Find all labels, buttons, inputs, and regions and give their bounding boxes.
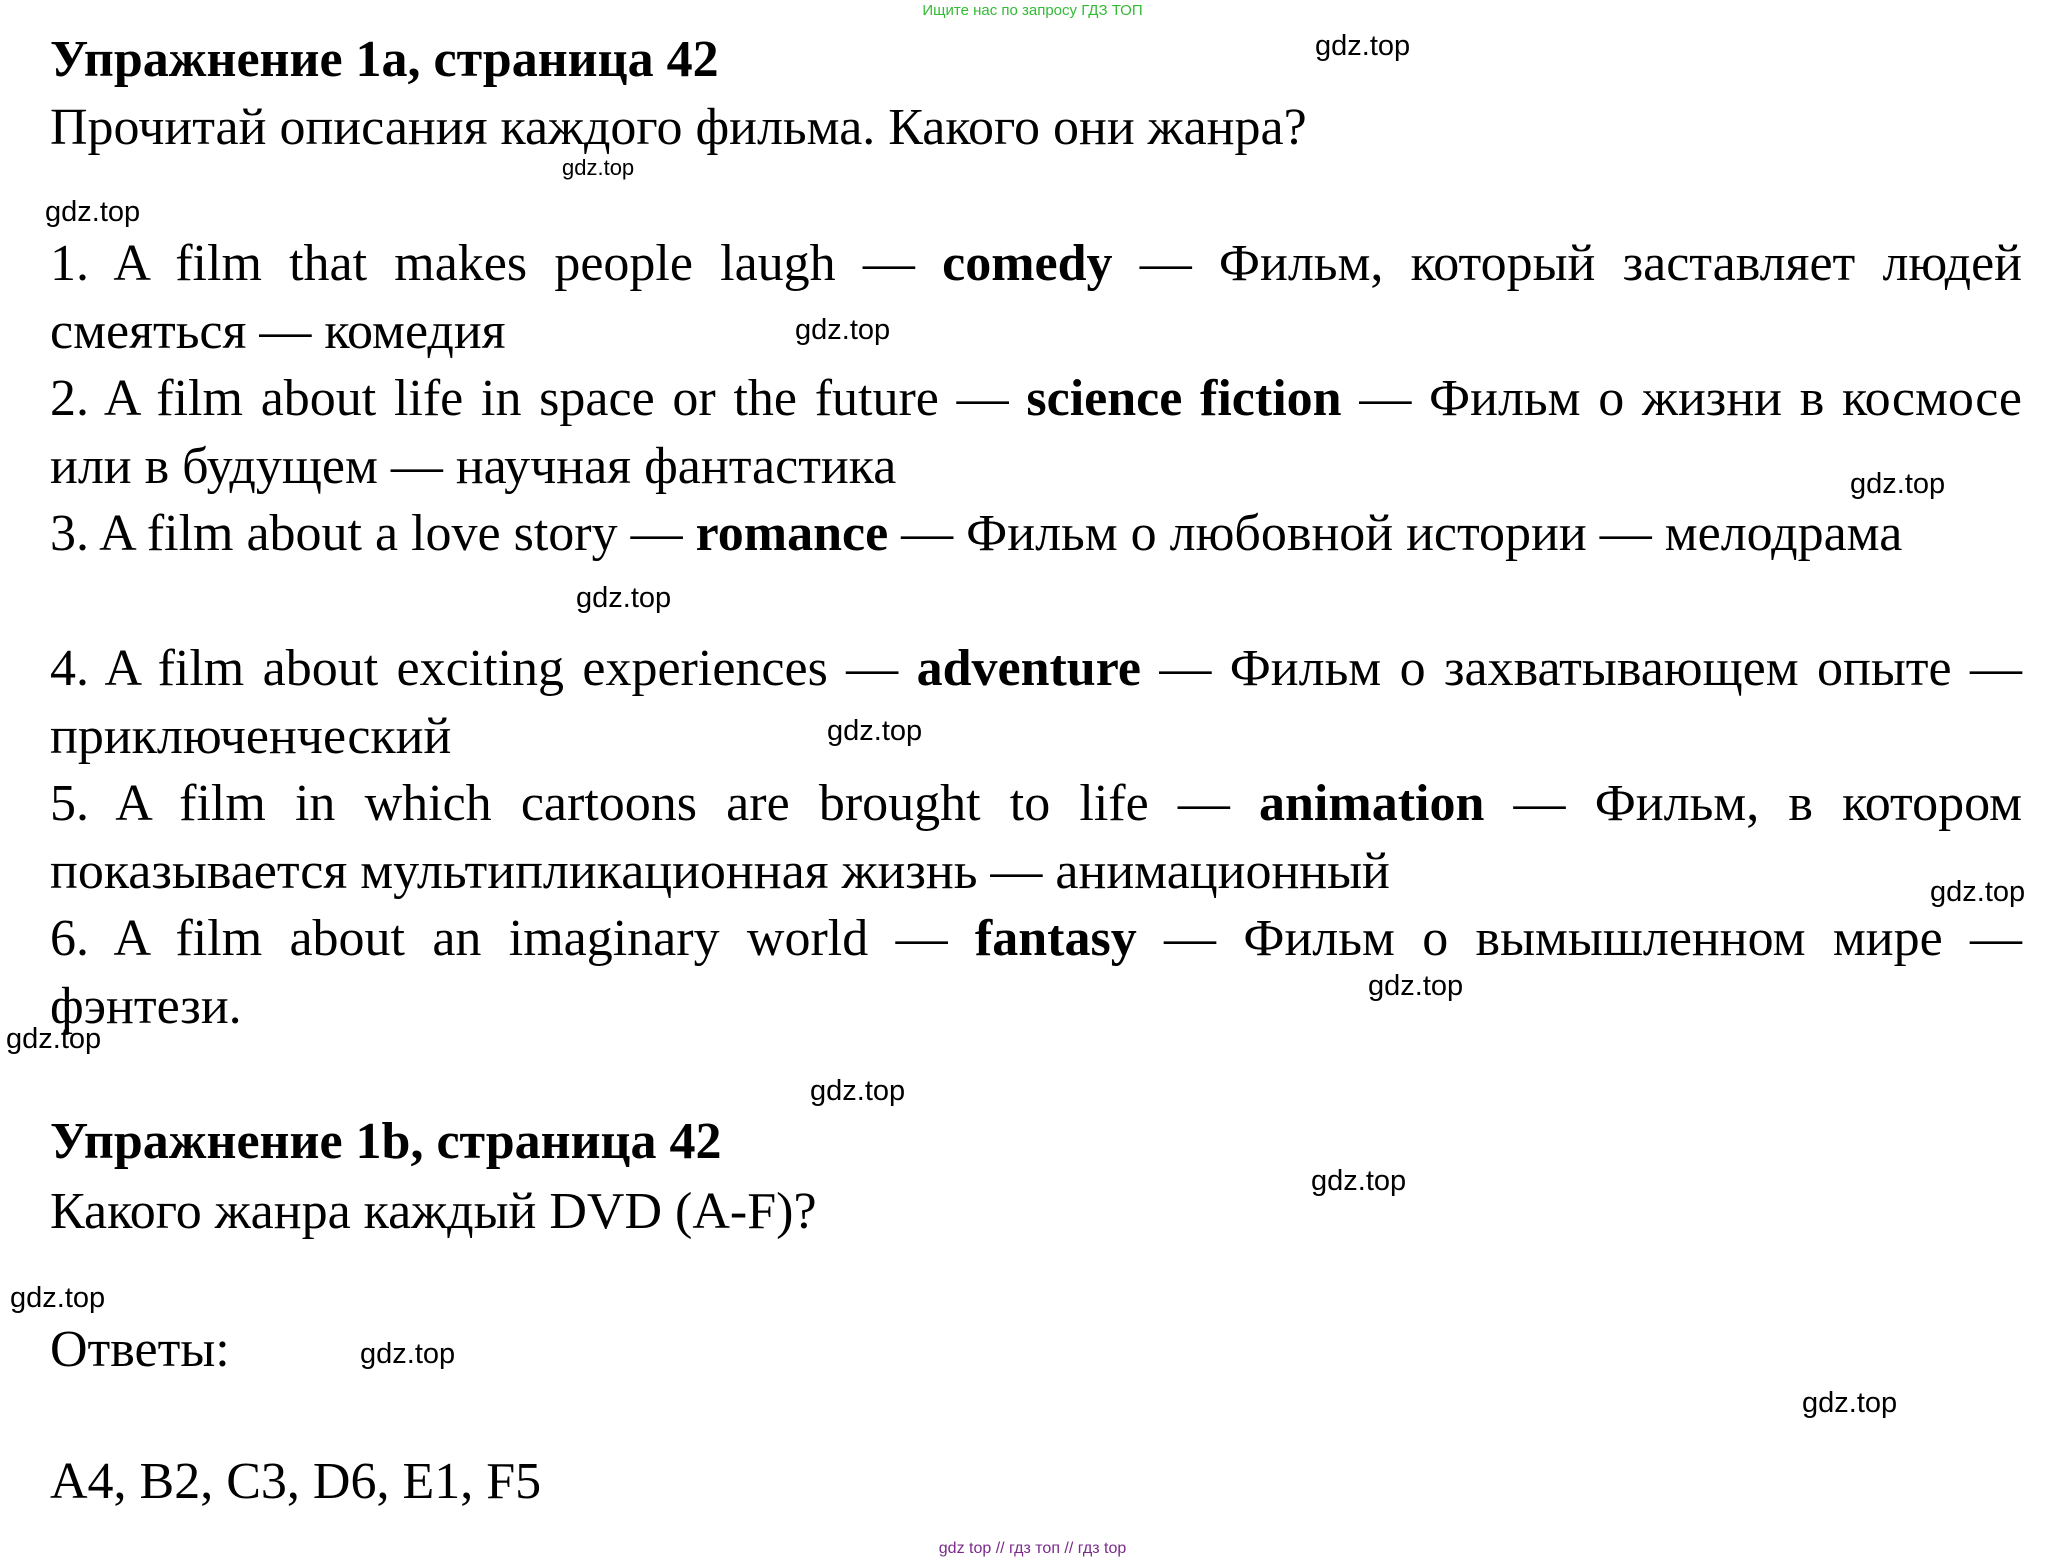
footer-banner: gdz top // гдз топ // гдз top (938, 1540, 1127, 1557)
watermark: gdz.top (576, 582, 672, 614)
list-item: 5. A film in which cartoons are brought to life — animation — Фильм, в котором показывается мультипликационная жизнь — анимационный (50, 775, 2022, 900)
genre-answer: animation (1259, 775, 1485, 832)
genre-answer: romance (695, 505, 889, 562)
watermark: gdz.top (795, 314, 891, 346)
genre-answer: fantasy (974, 910, 1137, 967)
site-banner: Ищите нас по запросу ГДЗ ТОП (922, 2, 1143, 19)
watermark: gdz.top (827, 715, 923, 747)
watermark: gdz.top (360, 1338, 456, 1370)
answers-label: Ответы: (50, 1321, 230, 1378)
exercise-1b-heading: Упражнение 1b, страница 42 (50, 1113, 722, 1170)
list-item: 4. A film about exciting experiences — adventure — Фильм о захватывающем опыте — приключенческий (50, 640, 2022, 765)
genre-answer: science fiction (1026, 370, 1342, 427)
watermark: gdz.top (6, 1023, 102, 1055)
watermark: gdz.top (10, 1282, 106, 1314)
exercise-1b-instruction: Какого жанра каждый DVD (A-F)? (50, 1183, 817, 1240)
watermark: gdz.top (810, 1075, 906, 1107)
list-item: 6. A film about an imaginary world — fantasy — Фильм о вымышленном мире — фэнтези. (50, 910, 2022, 1035)
watermark: gdz.top (1368, 970, 1464, 1002)
watermark: gdz.top (1850, 468, 1946, 500)
list-item: 2. A film about life in space or the future — science fiction — Фильм о жизни в космосе или в будущем — научная фантастика (50, 370, 2023, 495)
genre-answer: adventure (916, 640, 1141, 697)
exercise-1a-instruction: Прочитай описания каждого фильма. Какого они жанра? (50, 99, 1307, 156)
list-item: 1. A film that makes people laugh — comedy — Фильм, который заставляет людей смеяться — комедия (50, 235, 2022, 360)
watermark: gdz.top (562, 155, 635, 180)
watermark: gdz.top (1315, 30, 1411, 62)
answers-text: A4, B2, C3, D6, E1, F5 (50, 1453, 542, 1510)
exercise-1a-heading: Упражнение 1а, страница 42 (50, 31, 719, 88)
list-item: 3. A film about a love story — romance — Фильм о любовной истории — мелодрама (50, 505, 1903, 562)
watermark: gdz.top (45, 196, 141, 228)
watermark: gdz.top (1311, 1165, 1407, 1197)
watermark: gdz.top (1802, 1387, 1898, 1419)
watermark: gdz.top (1930, 876, 2026, 908)
genre-answer: comedy (942, 235, 1113, 292)
